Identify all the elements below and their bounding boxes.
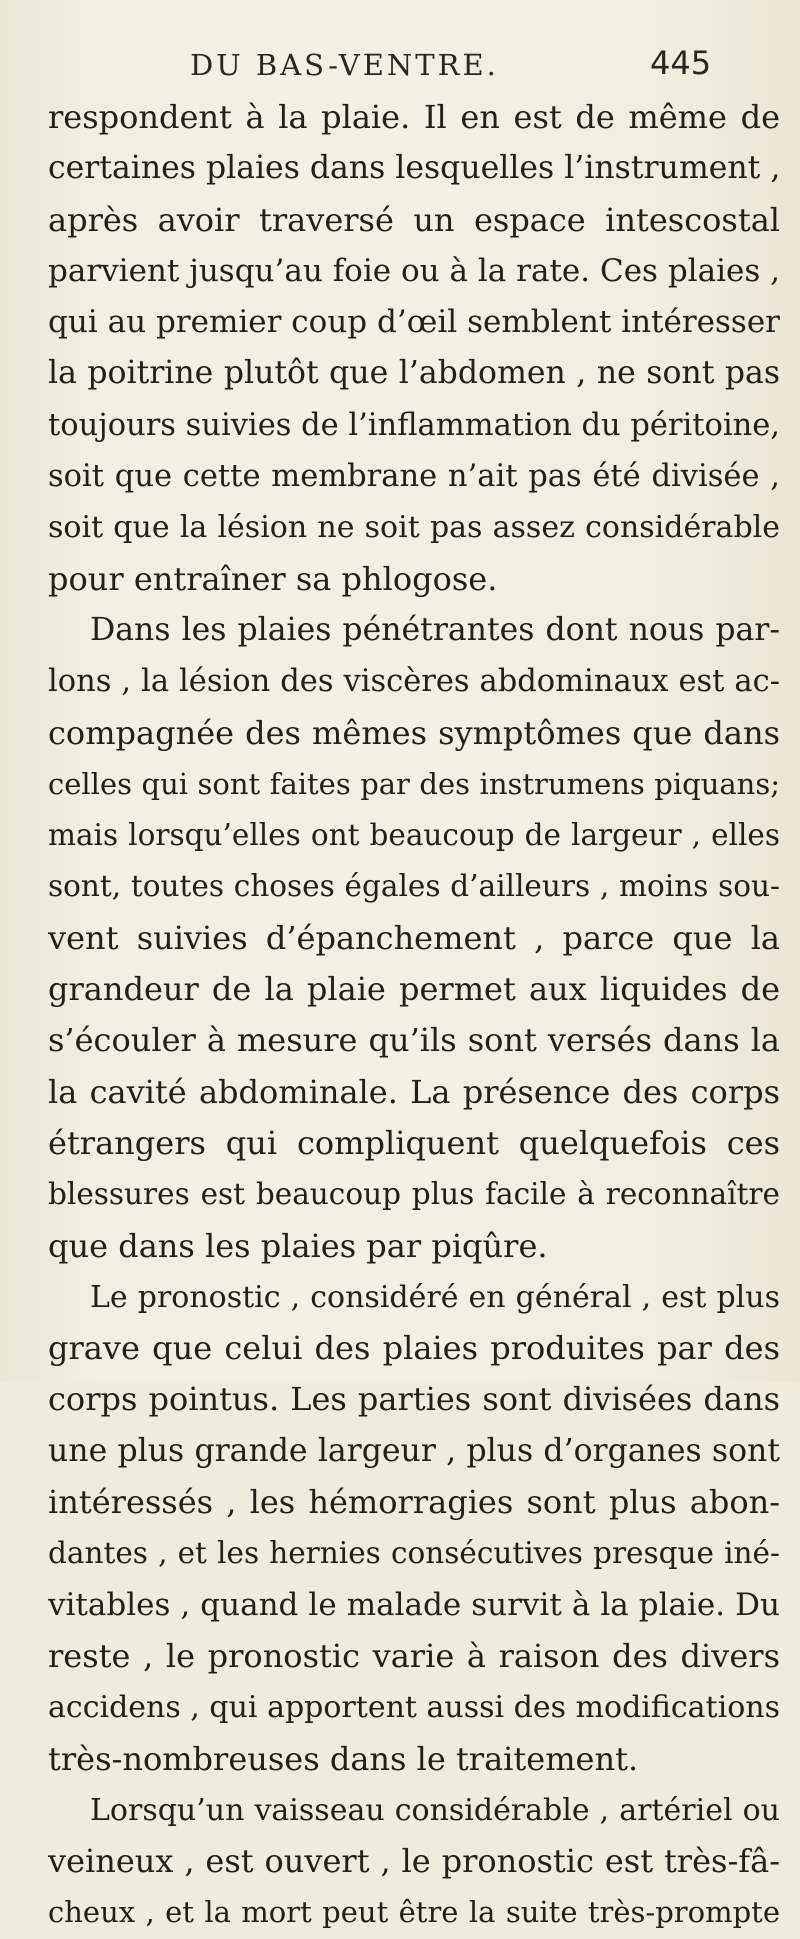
text-line: soit que la lésion ne soit pas assez considérable [48,510,780,546]
body-text [48,92,780,1939]
page-header [0,44,800,90]
text-line: cheux , et la mort peut être la suite très-prompte [48,1895,780,1930]
paragraph-start-line: Dans les plaies pénétrantes dont nous par- [90,611,780,648]
text-line: respondent à la plaie. Il en est de même de [48,98,780,136]
text-line: grandeur de la plaie permet aux liquides de [48,970,780,1009]
text-line: vitables , quand le malade survit à la plaie. Du [48,1586,780,1623]
text-line: veineux , est ouvert , le pronostic est très-fâ- [48,1842,780,1881]
text-line: la poitrine plutôt que l’abdomen , ne sont pas [48,355,780,392]
text-line: certaines plaies dans lesquelles l’instrument , [48,150,780,187]
text-line: celles qui sont faites par des instrumens piquans; [48,766,780,801]
text-line: s’écouler à mesure qu’ils sont versés dans la [48,1021,780,1060]
text-line: lons , la lésion des viscères abdominaux est ac- [48,664,780,700]
text-line: soit que cette membrane n’ait pas été divisée , [48,459,780,495]
text-line: la cavité abdominale. La présence des corps [48,1072,780,1111]
text-line: mais lorsqu’elles ont beaucoup de largeur , elles [48,818,780,853]
text-line: une plus grande largeur , plus d’organes sont [48,1432,780,1469]
text-line: très-nombreuses dans le traitement. [48,1739,639,1778]
text-line: toujours suivies de l’inflammation du péritoine, [48,407,780,443]
text-line: vent suivies d’épanchement , parce que la [48,918,780,957]
text-line: compagnée des mêmes symptômes que dans [48,713,780,752]
text-line: intéressés , les hémorragies sont plus abon- [48,1483,780,1522]
text-line: blessures est beaucoup plus facile à reconnaître [48,1177,780,1212]
text-line: grave que celui des plaies produites par des [48,1329,780,1368]
text-line: pour entraîner sa phlogose. [48,559,498,598]
page-number: 445 [650,44,712,82]
running-head: DU BAS-VENTRE. [190,48,499,82]
text-line: étrangers qui compliquent quelquefois ces [48,1123,780,1162]
paragraph-start-line: Lorsqu’un vaisseau considérable , artériel ou [90,1792,780,1828]
text-line: que dans les plaies par piqûre. [48,1226,548,1265]
text-line: parvient jusqu’au foie ou à la rate. Ces plaies , [48,252,780,289]
paragraph-start-line: Le pronostic , considéré en général , est plus [90,1279,780,1315]
text-line: corps pointus. Les parties sont divisées dans [48,1380,780,1419]
text-line: après avoir traversé un espace intescostal [48,200,780,239]
text-line: accidens , qui apportent aussi des modifications [48,1690,780,1726]
text-line: qui au premier coup d’œil semblent intéresser [48,304,780,341]
text-line: dantes , et les hernies consécutives presque iné- [48,1536,780,1571]
text-line: sont, toutes choses égales d’ailleurs , moins sou- [48,869,780,904]
text-line: reste , le pronostic varie à raison des divers [48,1636,780,1675]
